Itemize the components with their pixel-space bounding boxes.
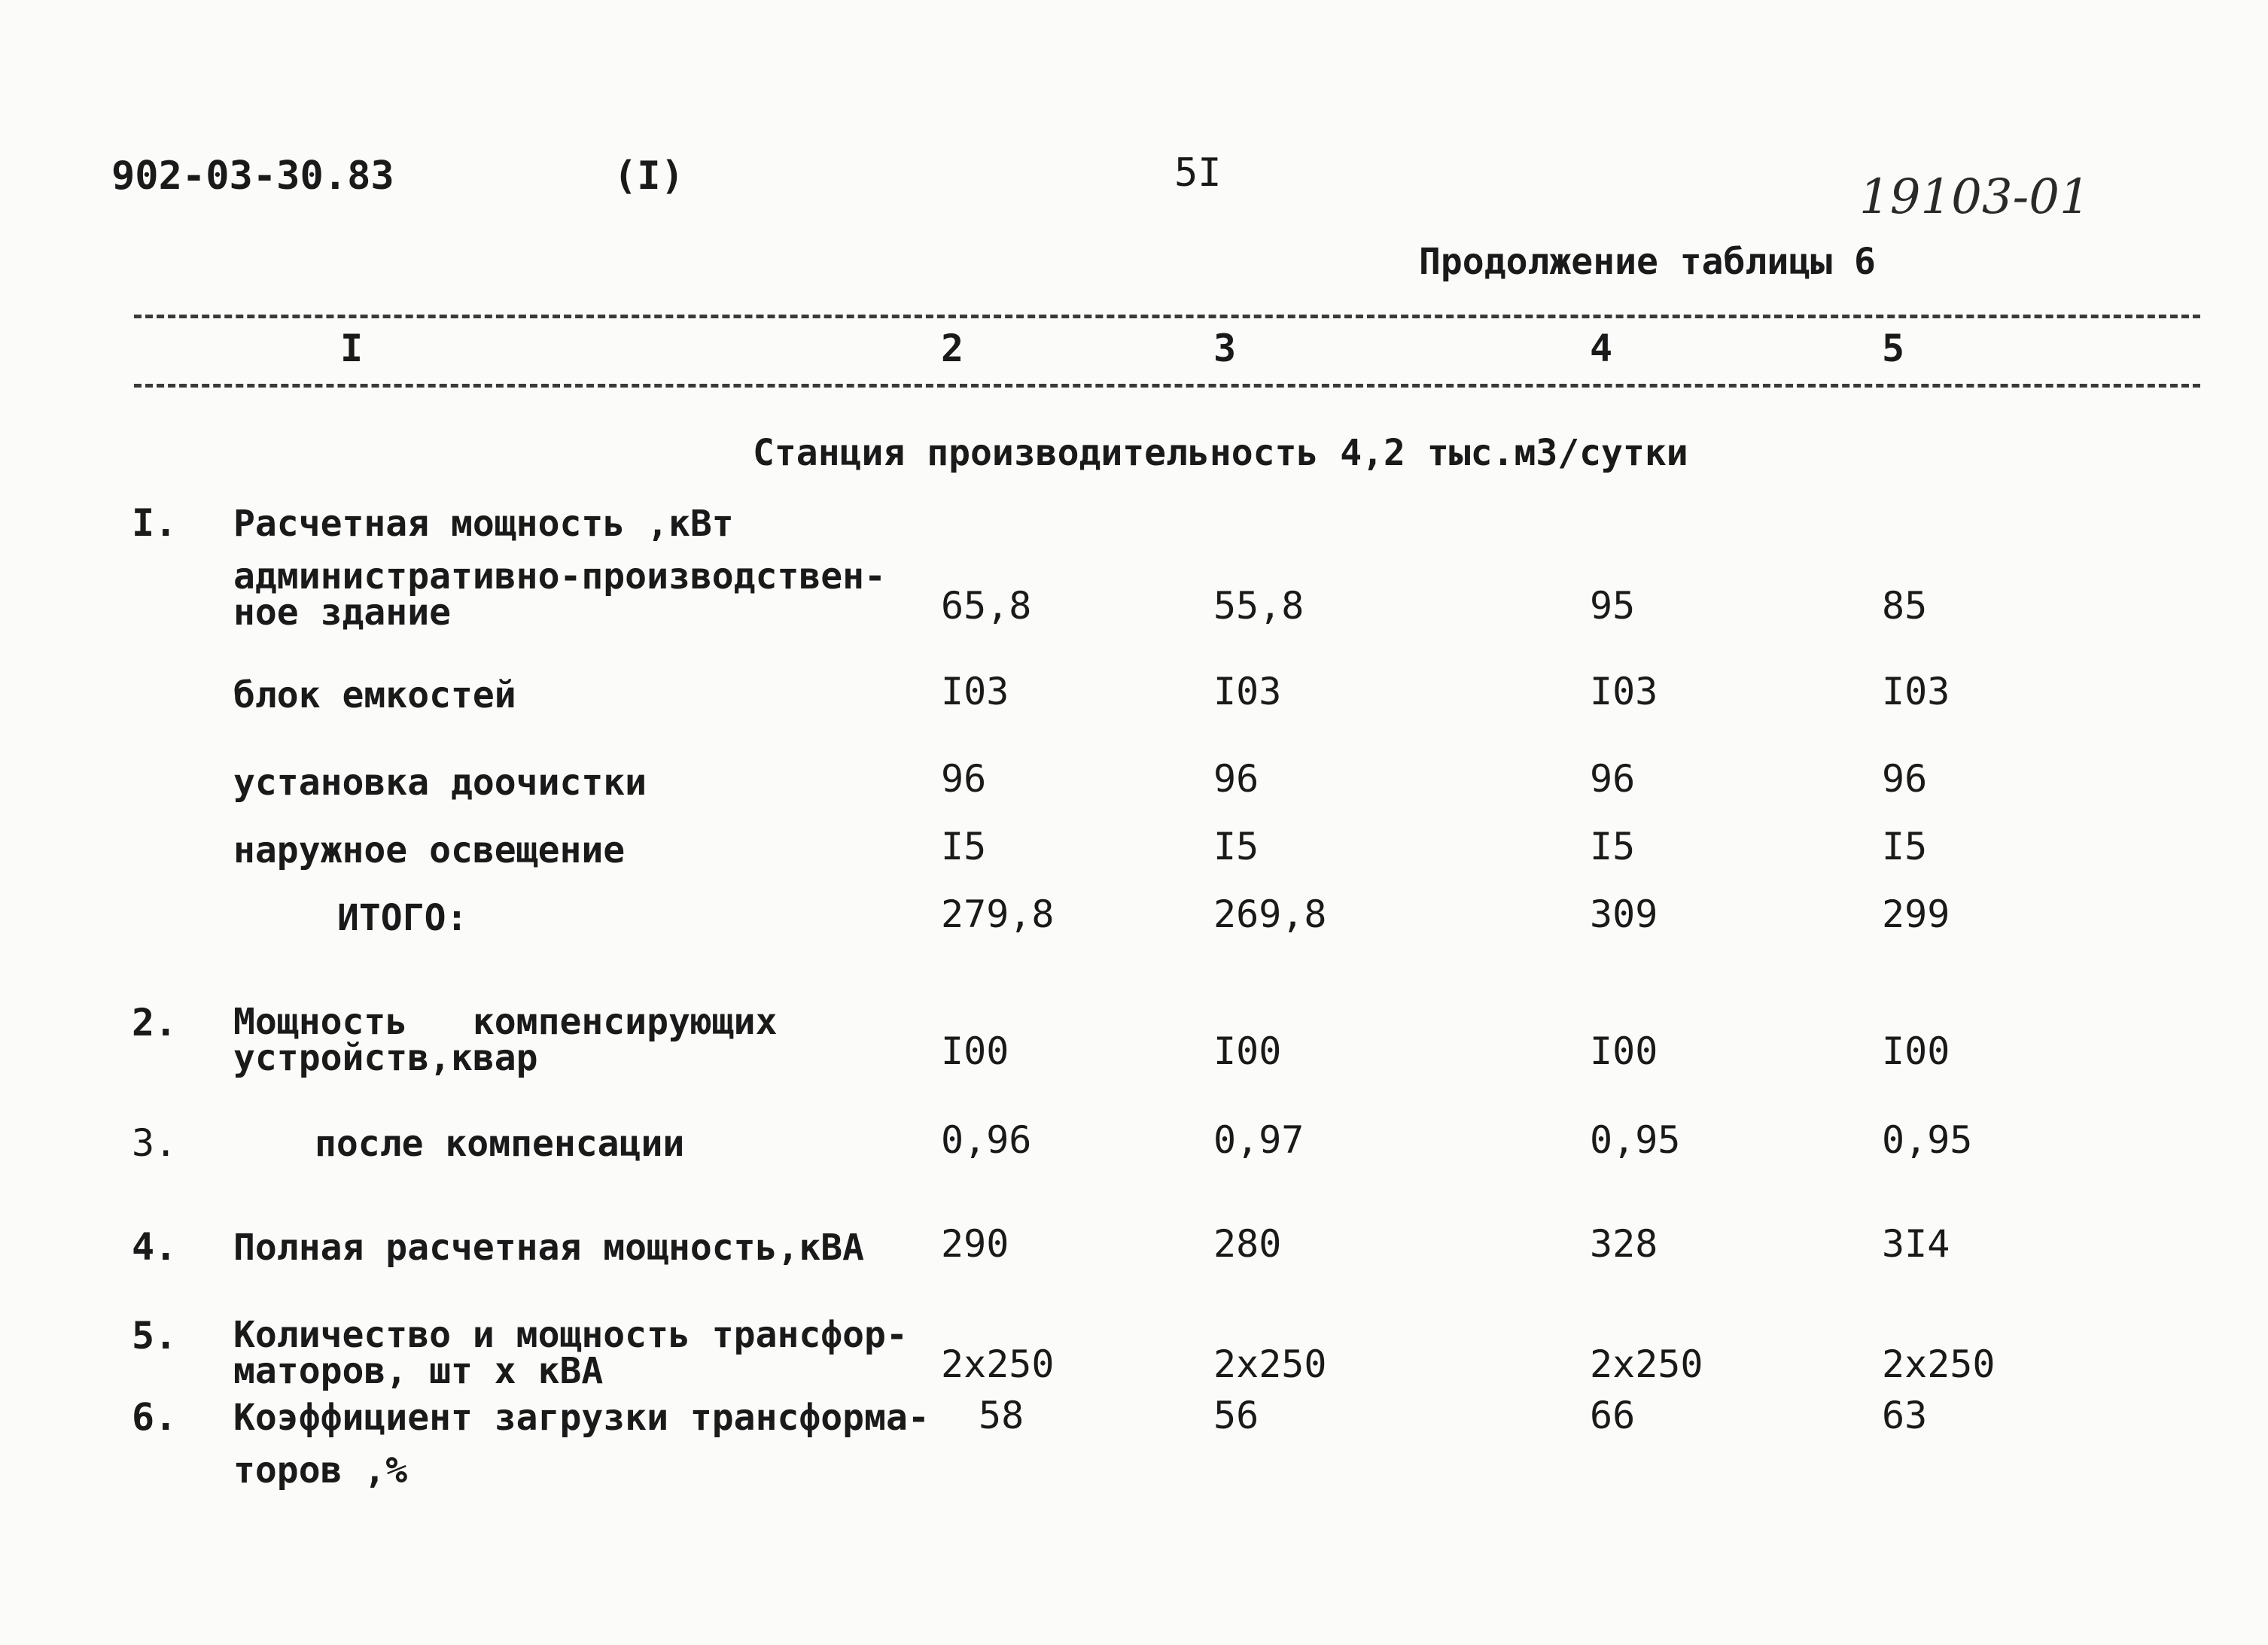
table-cell: 66 (1590, 1394, 1636, 1437)
page-number: 5I (1174, 151, 1222, 196)
table-cell: 2x250 (1882, 1342, 1996, 1386)
table-cell: 96 (1213, 757, 1259, 801)
row-label: ное здание (233, 591, 451, 634)
table-cell: 328 (1590, 1222, 1658, 1266)
table-cell: 269,8 (1213, 892, 1327, 936)
table-cell: I03 (1213, 670, 1282, 713)
row-index: 5. (132, 1314, 178, 1358)
table-cell: I5 (941, 825, 987, 868)
row-label: Полная расчетная мощность,кВА (233, 1227, 865, 1269)
row-index: 3. (132, 1121, 178, 1165)
table-cell: I00 (1213, 1029, 1282, 1073)
column-header-2: 2 (941, 327, 964, 370)
total-label: ИТОГО: (337, 897, 468, 939)
table-cell: 95 (1590, 584, 1636, 628)
table-cell: 2x250 (1213, 1342, 1327, 1386)
table-cell: 63 (1882, 1394, 1928, 1437)
row-label: наружное освещение (233, 829, 626, 871)
table-cell: 0,95 (1882, 1118, 1973, 1162)
table-cell: 280 (1213, 1222, 1282, 1266)
table-cell: I00 (1590, 1029, 1658, 1073)
section-title: Станция производительность 4,2 тыс.м3/сутки (753, 432, 1688, 474)
row-label: Мощность компенсирующих (233, 1001, 778, 1043)
table-cell: 0,95 (1590, 1118, 1681, 1162)
table-cell: 55,8 (1213, 584, 1304, 628)
row-label: Расчетная мощность ,кВт (233, 503, 734, 545)
header-top-rule (134, 315, 2200, 318)
row-label: установка доочистки (233, 762, 647, 804)
table-cell: I5 (1213, 825, 1259, 868)
table-cell: 2x250 (1590, 1342, 1703, 1386)
table-cell: 309 (1590, 892, 1658, 936)
header-bottom-rule (134, 384, 2200, 388)
column-header-5: 5 (1882, 327, 1905, 370)
row-label: после компенсации (315, 1123, 685, 1165)
row-label: маторов, шт x кВА (233, 1350, 604, 1392)
row-index: I. (132, 501, 178, 545)
table-cell: I03 (1882, 670, 1950, 713)
column-header-1: I (340, 327, 364, 370)
volume-number: (I) (613, 154, 684, 199)
row-label: Количество и мощность трансфор- (233, 1314, 908, 1356)
row-index: 6. (132, 1395, 178, 1439)
table-cell: I03 (1590, 670, 1658, 713)
table-cell: I5 (1882, 825, 1928, 868)
table-cell: 65,8 (941, 584, 1032, 628)
table-cell: 58 (979, 1394, 1024, 1437)
table-cell: I03 (941, 670, 1009, 713)
row-label: административно-производствен- (233, 555, 886, 597)
table-cell: 3I4 (1882, 1222, 1950, 1266)
handwritten-code: 19103-01 (1859, 169, 2090, 225)
table-cell: 0,97 (1213, 1118, 1304, 1162)
table-cell: 299 (1882, 892, 1950, 936)
table-cell: 96 (941, 757, 987, 801)
table-cell: I00 (941, 1029, 1009, 1073)
column-header-4: 4 (1590, 327, 1613, 370)
table-cell: 279,8 (941, 892, 1055, 936)
table-cell: I5 (1590, 825, 1636, 868)
row-index: 4. (132, 1225, 178, 1269)
table-cell: 96 (1882, 757, 1928, 801)
table-cell: 85 (1882, 584, 1928, 628)
table-cell: 0,96 (941, 1118, 1032, 1162)
row-index: 2. (132, 1001, 178, 1044)
column-header-3: 3 (1213, 327, 1237, 370)
table-cell: 56 (1213, 1394, 1259, 1437)
document-code: 902-03-30.83 (111, 154, 394, 199)
table-cell: 290 (941, 1222, 1009, 1266)
table-cell: 96 (1590, 757, 1636, 801)
table-cell: 2x250 (941, 1342, 1055, 1386)
row-label: Коэффициент загрузки трансформа- (233, 1397, 930, 1439)
row-label: торов ,% (233, 1449, 408, 1491)
continuation-caption: Продолжение таблицы 6 (1419, 241, 1876, 283)
row-label: устройств,квар (233, 1037, 538, 1079)
row-label: блок емкостей (233, 674, 516, 716)
table-cell: I00 (1882, 1029, 1950, 1073)
